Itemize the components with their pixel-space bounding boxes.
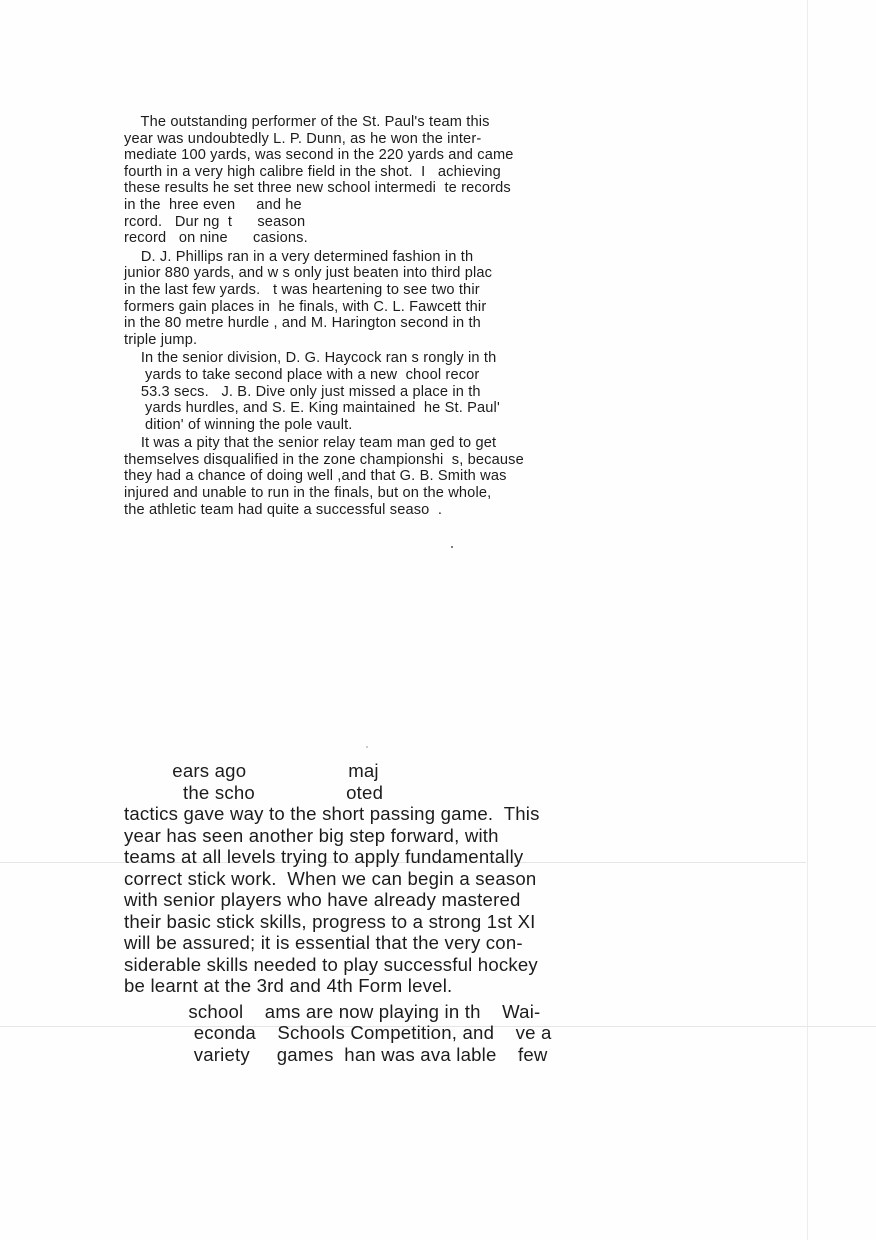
text-line: yards to take second place with a new chool recor [124, 366, 480, 383]
text-line: formers gain places in he finals, with C. L. Fawcett thir [124, 298, 487, 315]
text-line: mediate 100 yards, was second in the 220 yards and came [124, 147, 514, 164]
hockey-paragraph [124, 1001, 624, 1066]
text-line: these results he set three new school intermedi te records [124, 180, 511, 197]
text-line: siderable skills needed to play successful hockey [124, 953, 538, 975]
text-line: The outstanding performer of the St. Paul's team this [124, 114, 490, 130]
text-line: in the 80 metre hurdle , and M. Harington second in th [124, 315, 481, 332]
text-line: will be assured; it is essential that the very con- [124, 932, 523, 953]
text-line: in the hree even and he [124, 196, 302, 213]
text-line: themselves disqualified in the zone championshi s, because [124, 451, 524, 468]
text-line: triple jump. [124, 331, 198, 348]
text-line: their basic stick skills, progress to a strong 1st XI [124, 910, 536, 932]
text-line: record on nine casions. [124, 230, 308, 247]
text-line: teams at all levels trying to apply fundamentally [124, 846, 524, 867]
text-line: in the last few yards. t was heartening to see two thir [124, 281, 480, 298]
text-line: the scho oted [124, 781, 384, 803]
speck [451, 546, 453, 548]
text-line: rcord. Dur ng t season [124, 213, 306, 230]
scan-edge-line [807, 0, 808, 1240]
text-line: dition' of winning the pole vault. [124, 416, 353, 433]
text-line: school ams are now playing in th Wai- [124, 1000, 541, 1022]
text-line: with senior players who have already mastered [124, 889, 521, 910]
athletics-report [124, 114, 624, 520]
text-line: they had a chance of doing well ,and that G. B. Smith was [124, 468, 507, 485]
text-line: injured and unable to run in the finals, but on the whole, [124, 485, 492, 502]
text-line: fourth in a very high calibre field in the shot. I achieving [124, 163, 501, 180]
text-line: ears ago maj [124, 760, 379, 781]
text-line: year has seen another big step forward, with [124, 824, 499, 846]
athletics-paragraph [124, 249, 624, 349]
text-line: D. J. Phillips ran in a very determined fashion in th [124, 248, 474, 265]
hockey-report [124, 760, 624, 1069]
text-line: yards hurdles, and S. E. King maintained he St. Paul' [124, 400, 500, 417]
hockey-paragraph [124, 760, 624, 997]
athletics-paragraph [124, 350, 624, 433]
text-line: variety games han was ava lable few [124, 1043, 548, 1065]
text-line: year was undoubtedly L. P. Dunn, as he won the inter- [124, 130, 482, 147]
speck [366, 746, 368, 748]
text-line: It was a pity that the senior relay team man ged to get [124, 435, 497, 452]
athletics-paragraph [124, 435, 624, 518]
text-line: be learnt at the 3rd and 4th Form level. [124, 975, 453, 996]
text-line: the athletic team had quite a successful seaso . [124, 501, 443, 518]
text-line: In the senior division, D. G. Haycock ran s rongly in th [124, 350, 497, 367]
text-line: junior 880 yards, and w s only just beaten into third plac [124, 265, 493, 282]
text-line: correct stick work. When we can begin a season [124, 867, 537, 889]
text-line: econda Schools Competition, and ve a [124, 1022, 552, 1043]
athletics-paragraph [124, 114, 624, 247]
text-line: tactics gave way to the short passing game. This [124, 803, 540, 824]
text-line: 53.3 secs. J. B. Dive only just missed a place in th [124, 383, 481, 400]
